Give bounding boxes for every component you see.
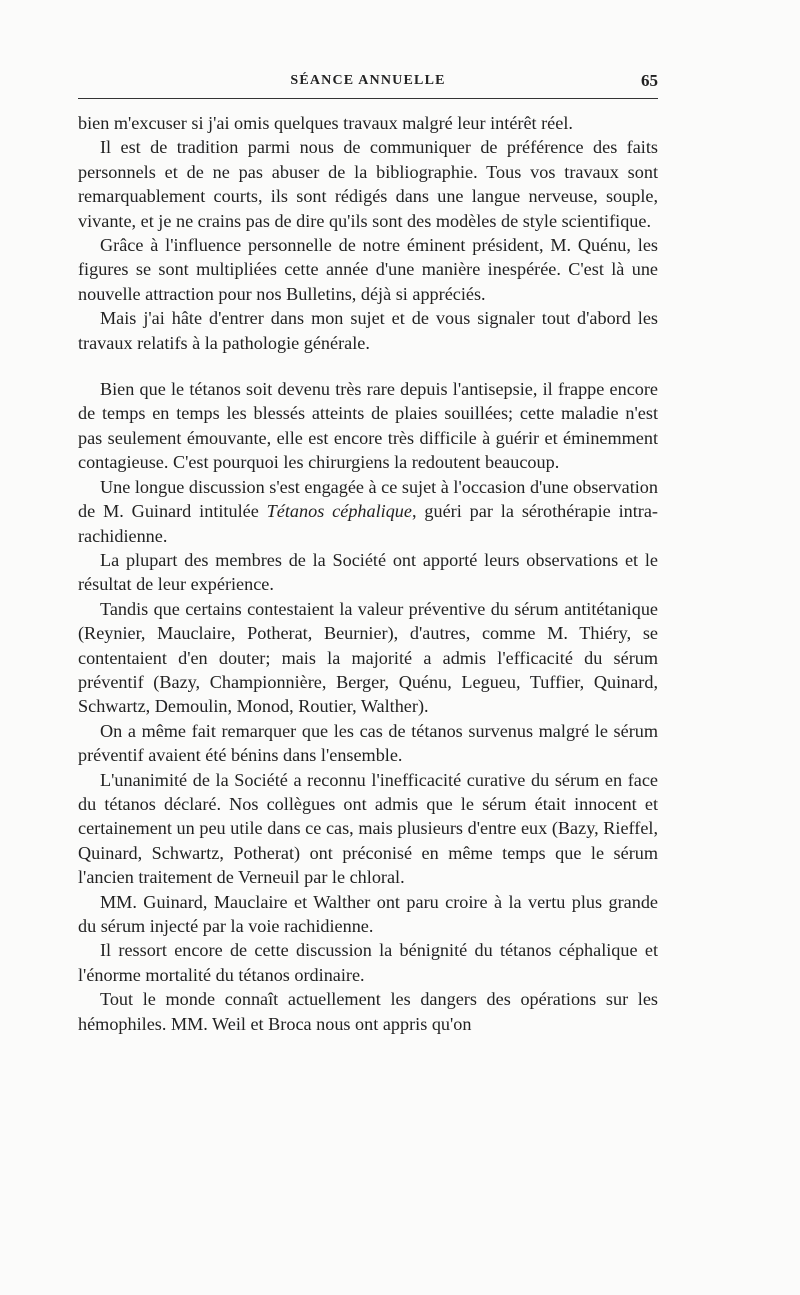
paragraph: Il ressort encore de cette discussion la bénignité du tétanos céphalique et l'énorme mortalité du tétanos ordinaire. <box>78 940 658 985</box>
paragraph: MM. Guinard, Mauclaire et Walther ont paru croire à la vertu plus grande du sérum injecté par la voie rachidienne. <box>78 891 658 936</box>
page-number: 65 <box>641 71 658 90</box>
section-gap <box>78 355 658 377</box>
paragraph <box>78 475 658 548</box>
body-text <box>78 111 658 1036</box>
paragraph-text: Une longue discussion s'est engagée à ce sujet à l'occasion d'une observation de M. Guinard intitulée <box>78 476 658 522</box>
paragraph: bien m'excuser si j'ai omis quelques travaux malgré leur intérêt réel. <box>78 113 573 133</box>
paragraph: Bien que le tétanos soit devenu très rare depuis l'antisepsie, il frappe encore de temps en temps les blessés atteints de plaies souillées; cette maladie n'est pas seulement émouvante, elle est encore très difficile à guérir et éminemment contagieuse. C'est pourquoi les chirurgiens la redoutent beaucoup. <box>78 379 658 473</box>
paragraph: Mais j'ai hâte d'entrer dans mon sujet et de vous signaler tout d'abord les travaux relatifs à la pathologie générale. <box>78 308 658 353</box>
paragraph: Tout le monde connaît actuellement les dangers des opérations sur les hémophiles. MM. Weil et Broca nous ont appris qu'on <box>78 989 658 1034</box>
paragraph: Tandis que certains contestaient la valeur préventive du sérum antitétanique (Reynier, Mauclaire, Potherat, Beurnier), d'autres, comme M. Thiéry, se contentaient d'en douter; mais la majorité a admis l'efficacité du sérum préventif (Bazy, Championnière, Berger, Quénu, Legueu, Tuffier, Quinard, Schwartz, Demoulin, Monod, Routier, Walther). <box>78 598 658 717</box>
paragraph: Grâce à l'influence personnelle de notre éminent président, M. Quénu, les figures se sont multipliées cette année d'une manière inespérée. C'est là une nouvelle attraction pour nos Bulletins, déjà si appréciés. <box>78 235 658 304</box>
paragraph: Il est de tradition parmi nous de communiquer de préférence des faits personnels et de ne pas abuser de la bibliographie. Tous vos travaux sont remarquablement courts, ils sont rédigés dans une langue nerveuse, souple, vivante, et je ne crains pas de dire qu'ils sont des modèles de style scientifique. <box>78 137 658 231</box>
paragraph-text: , guéri par la sérothérapie intra-rachidienne. <box>78 501 658 546</box>
italic-title: Tétanos céphalique <box>266 501 412 522</box>
running-title: SÉANCE ANNUELLE <box>290 73 446 88</box>
paragraph: La plupart des membres de la Société ont apporté leurs observations et le résultat de leur expérience. <box>78 549 658 595</box>
paragraph: L'unanimité de la Société a reconnu l'inefficacité curative du sérum en face du tétanos déclaré. Nos collègues ont admis que le sérum était innocent et certainement un peu utile dans ce cas, mais plusieurs d'entre eux (Bazy, Rieffel, Quinard, Schwartz, Potherat) ont préconisé en même temps que le sérum l'ancien traitement de Verneuil par le chloral. <box>78 769 658 888</box>
page-header <box>78 60 658 90</box>
header-rule <box>78 98 658 99</box>
document-page <box>78 60 658 1036</box>
paragraph: On a même fait remarquer que les cas de tétanos survenus malgré le sérum préventif avaient été bénins dans l'ensemble. <box>78 720 658 766</box>
